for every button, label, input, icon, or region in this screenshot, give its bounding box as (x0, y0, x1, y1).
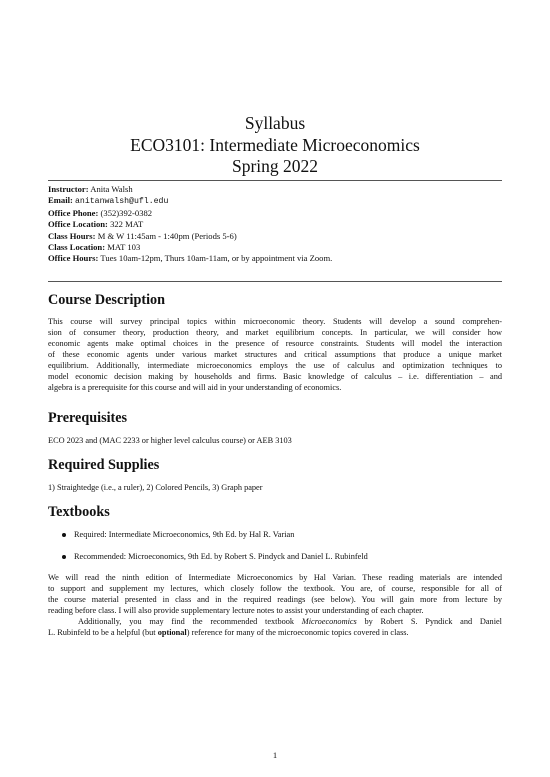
section-prerequisites (48, 410, 502, 446)
text-line: equilibrium. Additionally, intermediate microeconomics employs the use of calculus and optimization techniques to (48, 361, 502, 371)
section-heading: Course Description (48, 292, 166, 308)
course-info (48, 184, 502, 265)
text-line: Additionally, you may find the recommended textbook Microeconomics by Robert S. Pyndick and Daniel (78, 617, 502, 627)
text-line: model economic decision making by households and firms. Basic knowledge of calculus – i.e. differentiation – and (48, 372, 502, 382)
section-heading: Required Supplies (48, 457, 160, 473)
syllabus-page (48, 0, 502, 777)
section-course-description (48, 292, 502, 393)
bullet-icon (62, 555, 66, 559)
info-instructor: Instructor: Anita Walsh (48, 184, 133, 194)
email-link[interactable]: anitanwalsh@ufl.edu (75, 197, 169, 207)
text-line: to support and supplement my lectures, which closely follow the textbook. You are, of course, responsible for all of (48, 584, 502, 594)
bullet-icon (62, 533, 66, 537)
info-email: Email: anitanwalsh@ufl.edu (48, 195, 169, 207)
list-item: Recommended: Microeconomics, 9th Ed. by Robert S. Pindyck and Daniel L. Rubinfeld (48, 551, 502, 562)
page-number: 1 (272, 750, 278, 760)
section-heading: Textbooks (48, 504, 110, 520)
info-key: Email (48, 195, 70, 206)
section-required-supplies (48, 457, 502, 493)
info-value: MAT 103 (107, 242, 141, 253)
text-line: algebra is a prerequisite for this course and will aid in your understanding of economics. (48, 383, 342, 393)
text-line: This course will survey principal topics within microeconomic theory. Students will develop a sound comprehen- (48, 317, 502, 326)
info-key: Instructor (48, 184, 86, 194)
info-divider (48, 281, 502, 282)
course-description-text (48, 316, 502, 393)
top-divider (48, 180, 502, 181)
title-line-syllabus: Syllabus (244, 113, 306, 133)
document-title (48, 113, 502, 178)
info-value: 322 MAT (110, 219, 144, 230)
prerequisites-text: ECO 2023 and (MAC 2233 or higher level calculus course) or AEB 3103 (48, 436, 292, 445)
list-item: Required: Intermediate Microeconomics, 9th Ed. by Hal R. Varian (48, 529, 502, 540)
text-line: the course material presented in class and in the required readings (see below). You will gain more from lecture by (48, 595, 502, 605)
info-value: Tues 10am-12pm, Thurs 10am-11am, or by appointment via Zoom. (100, 253, 333, 264)
text-line: of these economic agents under various market structures and critical assumptions that produce a unique market (48, 350, 502, 360)
textbooks-text (48, 572, 502, 638)
text-line: sion of consumer theory, production theory, and market equilibrium concepts. In particular, we will consider how (48, 328, 502, 338)
required-supplies-text: 1) Straightedge (i.e., a ruler), 2) Colored Pencils, 3) Graph paper (48, 483, 263, 492)
info-class-hours: Class Hours: M & W 11:45am - 1:40pm (Periods 5-6) (48, 230, 237, 241)
section-heading: Prerequisites (48, 410, 128, 426)
text-line: economic agents make optimal choices in the presence of resource constraints. Students will model the interaction (48, 339, 502, 349)
info-class-location: Class Location: MAT 103 (48, 242, 141, 253)
title-line-course: ECO3101: Intermediate Microeconomics (130, 134, 420, 155)
info-key: Office Phone (48, 207, 96, 218)
info-value: M & W 11:45am - 1:40pm (Periods 5-6) (97, 230, 237, 241)
info-value: Anita Walsh (90, 184, 133, 194)
info-office-phone: Office Phone: (352)392-0382 (48, 207, 153, 218)
info-key: Office Hours (48, 253, 96, 264)
text-line: reading before class. I will also provide supplementary lecture notes to assist your understanding of each chapter. (48, 606, 424, 616)
section-textbooks (48, 504, 502, 638)
info-key: Class Hours (48, 230, 93, 241)
text-line: We will read the ninth edition of Intermediate Microeconomics by Hal Varian. These reading materials are intended (48, 573, 502, 582)
info-office-location: Office Location: 322 MAT (48, 219, 144, 230)
info-key: Class Location (48, 242, 103, 253)
info-office-hours: Office Hours: Tues 10am-12pm, Thurs 10am-11am, or by appointment via Zoom. (48, 253, 333, 264)
text-line: L. Rubinfeld to be a helpful (but optional) reference for many of the microeconomic topics covered in class. (48, 628, 409, 638)
title-line-term: Spring 2022 (231, 156, 319, 176)
info-key: Office Location (48, 219, 106, 230)
textbook-list (48, 529, 502, 562)
info-value: (352)392-0382 (100, 207, 153, 218)
